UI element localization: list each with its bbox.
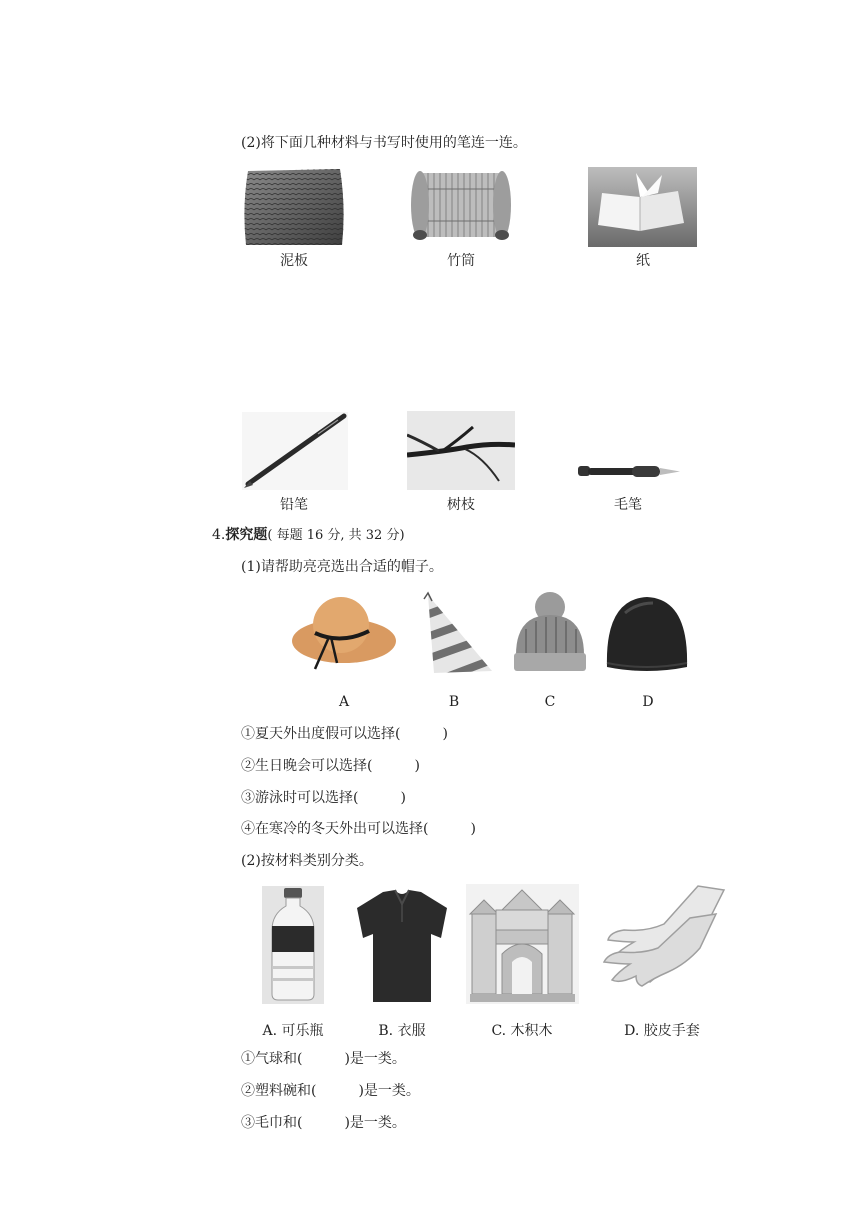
q4-1-item: ②生日晚会可以选择( ) <box>241 758 420 774</box>
sun-hat-image <box>289 591 399 677</box>
rubber-gloves-image <box>594 884 731 988</box>
q4-2-item: ②塑料碗和( )是一类。 <box>241 1083 420 1099</box>
q4-1-item: ①夏天外出度假可以选择( ) <box>241 726 448 742</box>
cola-bottle-image <box>262 886 324 1004</box>
pencil-image <box>242 412 348 490</box>
party-hat-image <box>420 591 494 677</box>
pen-label-brush: 毛笔 <box>614 497 642 513</box>
pen-label-twig: 树枝 <box>447 497 475 513</box>
swim-cap-image <box>603 591 691 677</box>
brush-pen-image <box>576 458 684 484</box>
wooden-blocks-image <box>466 884 579 1004</box>
hat-label-b: B <box>448 694 460 710</box>
material-label-paper: 纸 <box>636 253 650 269</box>
object-label-a: A. 可乐瓶 <box>262 1023 324 1039</box>
twig-image <box>407 411 515 490</box>
q4-2-heading: (2)按材料类别分类。 <box>241 853 373 869</box>
object-label-c: C. 木积木 <box>491 1023 553 1039</box>
part2-heading: (2)将下面几种材料与书写时使用的笔连一连。 <box>241 135 527 151</box>
material-label-bamboo: 竹筒 <box>447 253 475 269</box>
question-4-number: 4. <box>212 527 226 543</box>
hat-label-a: A <box>338 694 350 710</box>
knit-beanie-image <box>510 591 590 677</box>
q4-1-heading: (1)请帮助亮亮选出合适的帽子。 <box>241 559 443 575</box>
q4-2-item: ①气球和( )是一类。 <box>241 1051 406 1067</box>
q4-1-item: ③游泳时可以选择( ) <box>241 790 406 806</box>
material-label-clay: 泥板 <box>280 253 308 269</box>
object-label-b: B. 衣服 <box>378 1023 426 1039</box>
clay-tablet-image <box>242 167 346 247</box>
bamboo-slips-image <box>408 167 514 245</box>
shirt-image <box>351 886 453 1004</box>
q4-2-item: ③毛巾和( )是一类。 <box>241 1115 406 1131</box>
question-4-heading <box>212 526 405 545</box>
paper-book-image <box>588 167 697 247</box>
q4-1-item: ④在寒冷的冬天外出可以选择( ) <box>241 821 476 837</box>
hat-label-d: D <box>642 694 654 710</box>
question-4-title: 探究题 <box>225 527 268 543</box>
question-4-score-note: ( 每题 16 分, 共 32 分) <box>267 528 405 543</box>
pen-label-pencil: 铅笔 <box>280 497 308 513</box>
hat-label-c: C <box>544 694 556 710</box>
object-label-d: D. 胶皮手套 <box>624 1023 700 1039</box>
